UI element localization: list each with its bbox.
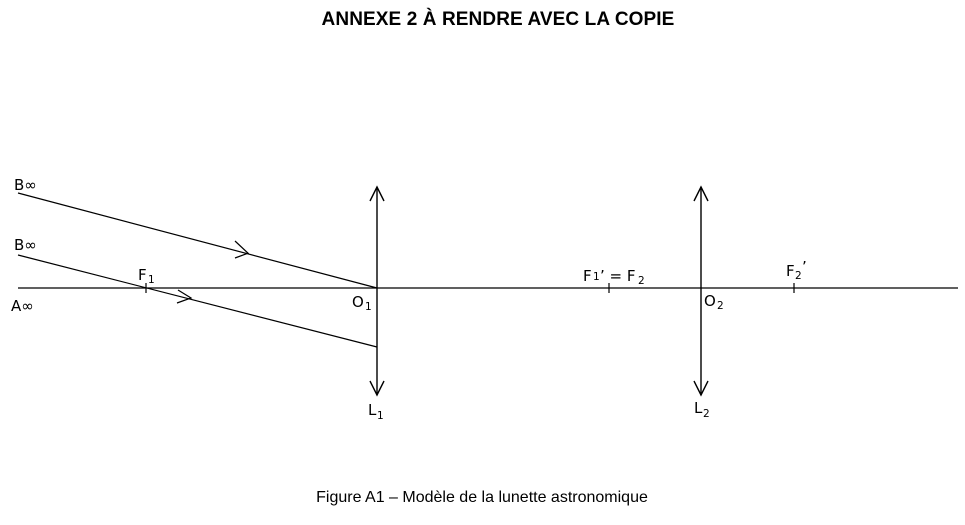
svg-text:F: F [583,267,592,285]
svg-text:’ = F: ’ = F [600,267,636,285]
ray-through-o1 [18,193,377,288]
label-l2 [694,399,710,420]
svg-text:2: 2 [795,270,802,282]
label-o2 [704,292,724,312]
svg-text:F: F [138,266,147,284]
lens-l1 [370,187,384,395]
svg-text:O: O [704,292,716,310]
figure-caption: Figure A1 – Modèle de la lunette astronomique [316,489,648,506]
lens-l2 [694,187,708,395]
label-f1p-equals-f2 [583,267,645,287]
svg-text:F: F [786,262,795,280]
svg-text:1: 1 [593,271,600,283]
svg-text:1: 1 [365,301,372,313]
label-f1 [138,266,155,286]
svg-text:2: 2 [703,408,710,420]
label-l1 [368,401,384,422]
svg-text:L: L [368,401,377,419]
svg-text:1: 1 [148,274,155,286]
label-o1 [352,293,372,313]
svg-text:’: ’ [802,258,807,276]
svg-text:2: 2 [638,275,645,287]
label-a-inf: A∞ [11,297,34,315]
label-b-inf-top: B∞ [14,176,37,194]
page-title: ANNEXE 2 À RENDRE AVEC LA COPIE [321,9,675,30]
svg-text:L: L [694,399,703,417]
ray-through-f1 [18,255,377,347]
svg-text:O: O [352,293,364,311]
label-f2p [786,258,807,282]
label-b-inf-bottom: B∞ [14,236,37,254]
svg-text:1: 1 [377,410,384,422]
svg-text:2: 2 [717,300,724,312]
